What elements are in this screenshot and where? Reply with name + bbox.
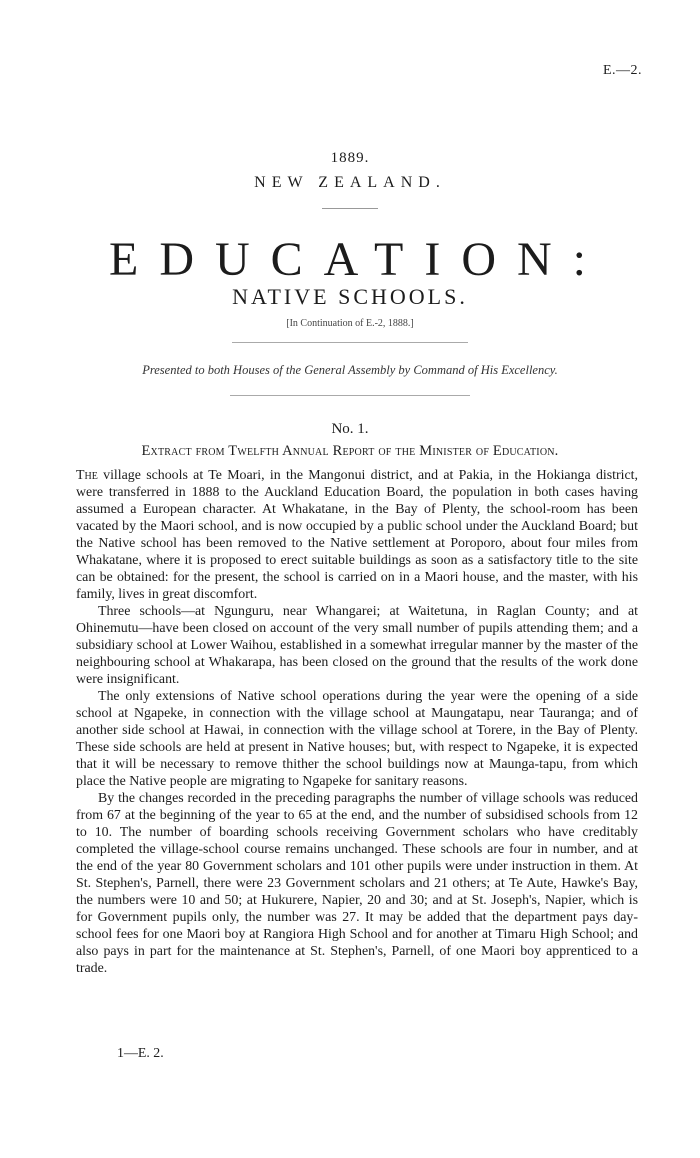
paragraph-4: By the changes recorded in the preceding paragraphs the number of village schools was reduced from 67 at the beginning of the year to 65 at the end, and the number of subsidised schools from 12 to 10. The number of boarding schools receiving Government scholars who have creditably completed the village-school course remains unchanged. These schools are four in number, and at the end of the year 80 Government scholars and 101 other pupils were under instruction in them. At St. Stephen's, Parnell, there were 23 Government scholars and 21 others; at Te Aute, Hawke's Bay, the numbers were 10 and 50; at Hukurere, Napier, 20 and 30; and at St. Joseph's, Napier, which is for Government pupils only, the number was 27. It may be added that the department pays day-school fees for one Maori boy at Rangiora High School and for another at Timaru High School; and also pays in part for the maintenance at St. Stephen's, Parnell, of one Maori boy apprenticed to a trade. bbox=[76, 791, 638, 976]
paragraph-3: The only extensions of Native school operations during the year were the opening of a side school at Ngapeke, in connection with the village school at Maungatapu, near Tauranga; and of another side school at Hawai, in connection with the village school at Torere, in the Bay of Plenty. These side schools are held at present in Native houses; but, with respect to Ngapeke, it is expected that it will be necessary to remove thither the school buildings now at Maunga-tapu, from which place the Native people are migrating to Ngapeke for sanitary reasons. bbox=[76, 689, 638, 789]
presented-line: Presented to both Houses of the General Assembly by Command of His Excellency. bbox=[142, 363, 558, 377]
section-number: No. 1. bbox=[331, 421, 369, 437]
divider-short bbox=[322, 208, 378, 209]
divider-bottom bbox=[230, 395, 470, 396]
year: 1889. bbox=[330, 150, 370, 166]
signature-mark: 1—E. 2. bbox=[117, 1046, 164, 1061]
extract-heading: Extract from Twelfth Annual Report of the Minister of Education. bbox=[141, 443, 559, 459]
country: NEW ZEALAND. bbox=[254, 174, 446, 191]
divider-top bbox=[232, 342, 468, 343]
body-text bbox=[76, 467, 638, 977]
paragraph-1-text: village schools at Te Moari, in the Mangonui district, and at Pakia, in the Hokianga district, were transferred in 1888 to the Auckland Education Board, the population in both cases having assumed a European character. At Whakatane, in the Bay of Plenty, the school-room has been vacated by the Maori school, and is now occupied by a public school under the Auckland Board; but the Native school has been removed to the Native settlement at Poroporo, about four miles from Whakatane, where it is proposed to erect suitable buildings as soon as a satisfactory title to the site can be obtained: for the present, the school is carried on in a Maori house, and the master, with his family, lives in great discomfort. bbox=[76, 468, 638, 602]
sub-title: NATIVE SCHOOLS. bbox=[232, 284, 468, 309]
continuation-note: [In Continuation of E.-2, 1888.] bbox=[286, 318, 414, 329]
paragraph-1-lead: The bbox=[76, 468, 98, 483]
document-reference: E.—2. bbox=[602, 63, 642, 78]
paragraph-2: Three schools—at Ngunguru, near Whangarei; at Waitetuna, in Raglan County; and at Ohinemutu—have been closed on account of the very small number of pupils attending them; and a subsidiary school at Lower Waihou, established in a somewhat irregular manner by the master of the neighbouring school at Whakarapa, has been closed on the ground that the results of the work done were insignificant. bbox=[76, 604, 638, 687]
paragraph-1 bbox=[76, 467, 638, 603]
main-title: EDUCATION: bbox=[109, 233, 607, 286]
